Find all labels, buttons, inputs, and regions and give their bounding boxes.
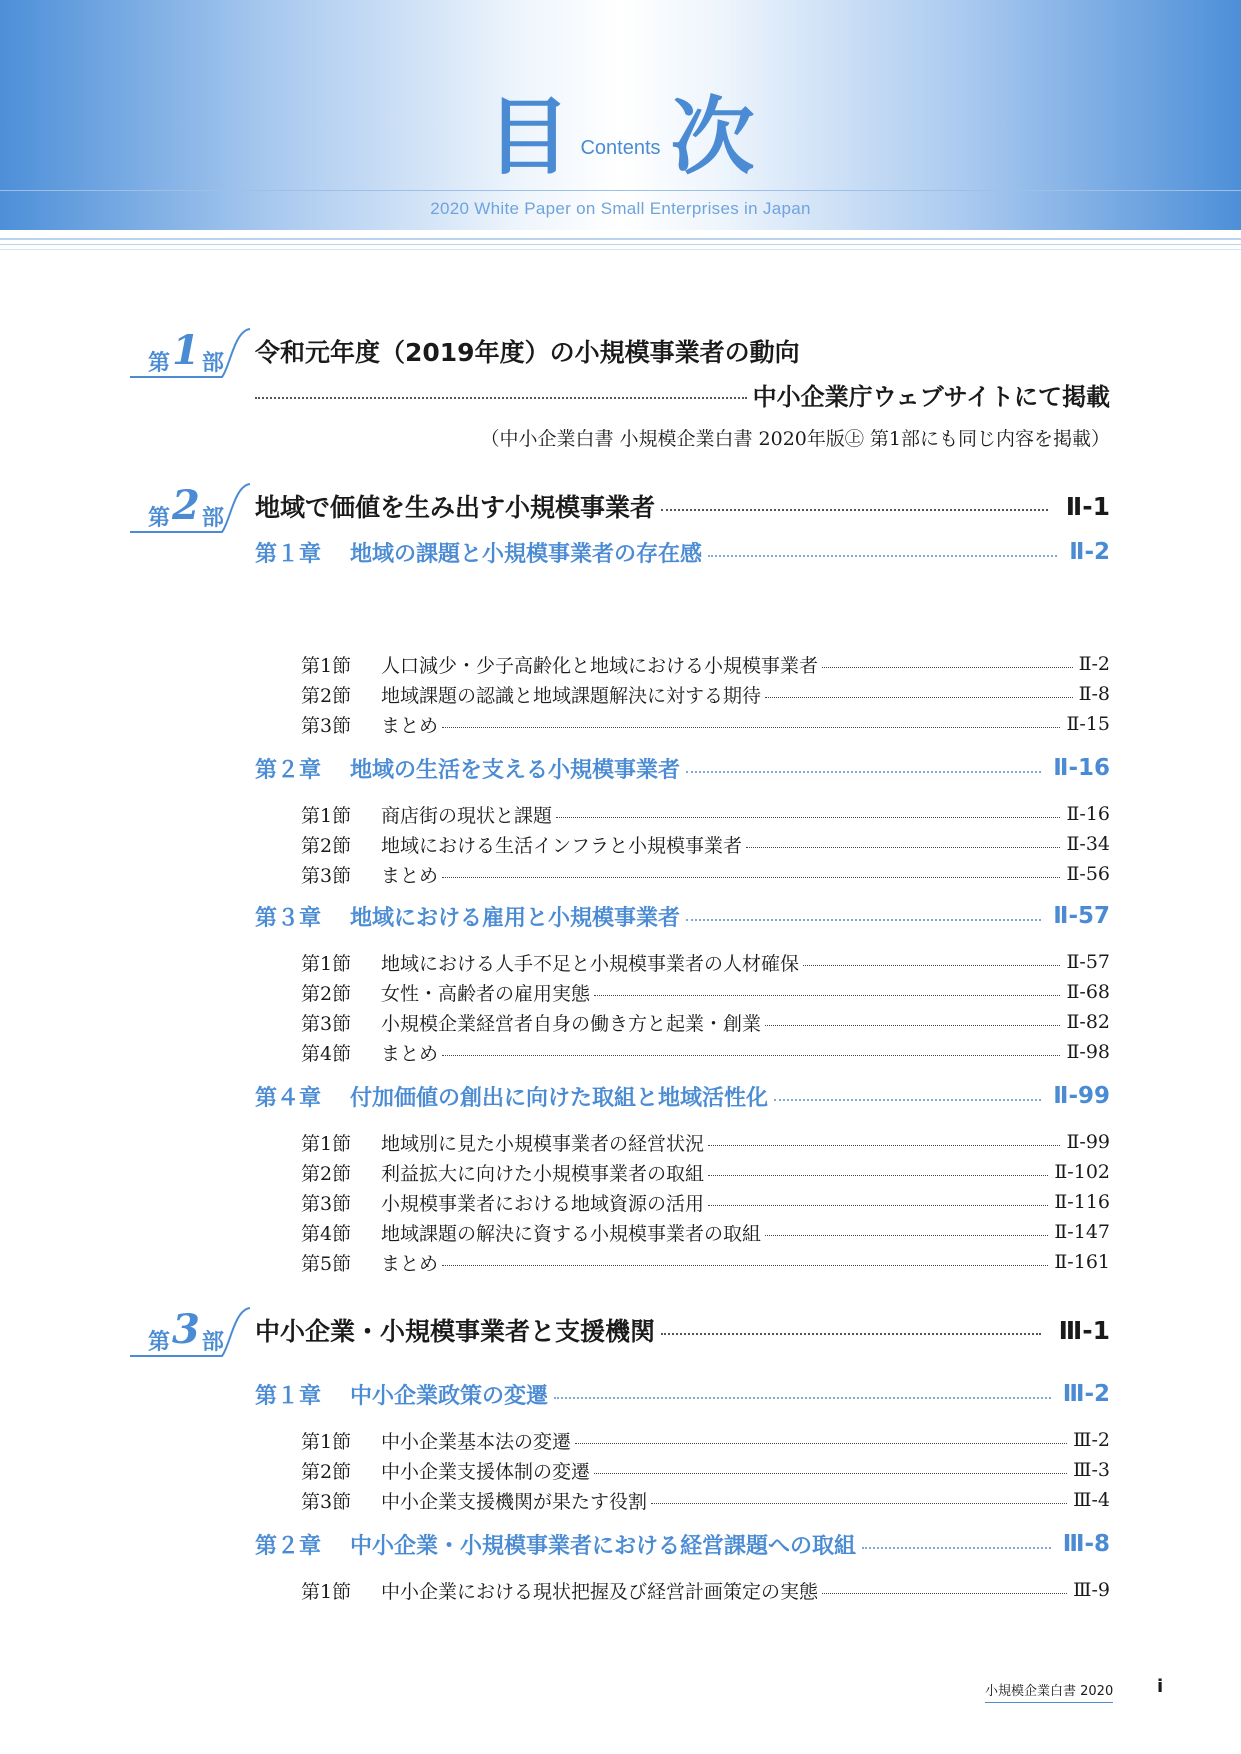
section-row[interactable]: [301, 680, 1110, 708]
chapter-title: 地域の課題と小規模事業者の存在感: [350, 541, 703, 567]
chapter-row[interactable]: [255, 536, 1110, 568]
section-row[interactable]: [301, 1218, 1110, 1246]
part-label: [148, 327, 224, 377]
section-number: 第1節: [301, 1132, 352, 1155]
section-row[interactable]: [301, 830, 1110, 858]
chapter-page: Ⅱ-2: [1069, 539, 1110, 565]
part-label-dai: 第: [148, 1330, 171, 1355]
part-label-bu: 部: [201, 1330, 224, 1355]
section-title: 中小企業における現状把握及び経営計画策定の実態: [381, 1580, 819, 1603]
leader-dots: [594, 1473, 1067, 1474]
section-title: 地域別に見た小規模事業者の経営状況: [381, 1132, 705, 1155]
chapter-page: Ⅱ-57: [1053, 903, 1110, 929]
chapter-page: Ⅲ-8: [1062, 1531, 1110, 1557]
section-row[interactable]: [301, 1456, 1110, 1484]
section-number: 第2節: [301, 982, 352, 1005]
section-title: まとめ: [381, 864, 439, 887]
leader-dots: [708, 1145, 1060, 1146]
section-row[interactable]: [301, 1248, 1110, 1276]
section-page: Ⅲ-9: [1073, 1579, 1110, 1601]
section-page: Ⅱ-82: [1066, 1011, 1110, 1033]
part-title-row[interactable]: [255, 488, 1110, 524]
part-2-heading: [130, 482, 1110, 542]
leader-dots: [651, 1503, 1067, 1504]
chapter-title: 地域における雇用と小規模事業者: [350, 905, 681, 931]
section-page: Ⅱ-15: [1066, 713, 1110, 735]
leader-dots: [594, 995, 1060, 996]
part-3-heading: [130, 1306, 1110, 1366]
part-label: [148, 1306, 224, 1356]
leader-dots: [661, 509, 1048, 511]
section-title: 地域課題の認識と地域課題解決に対する期待: [381, 684, 762, 707]
leader-dots: [708, 1175, 1048, 1176]
part-page: Ⅱ-1: [1065, 491, 1110, 521]
section-row[interactable]: [301, 1576, 1110, 1604]
chapter-title: 地域の生活を支える小規模事業者: [350, 757, 681, 783]
section-number: 第3節: [301, 1490, 352, 1513]
section-row[interactable]: [301, 650, 1110, 678]
section-title: まとめ: [381, 1252, 439, 1275]
chapter-number: 第４章: [255, 1085, 322, 1111]
chapter-page: Ⅱ-99: [1053, 1083, 1110, 1109]
section-row[interactable]: [301, 978, 1110, 1006]
section-title: 女性・高齢者の雇用実態: [381, 982, 591, 1005]
section-number: 第3節: [301, 1012, 352, 1035]
leader-dots: [686, 771, 1041, 773]
page-folio: i: [1157, 1676, 1164, 1697]
section-title: 中小企業基本法の変遷: [381, 1430, 572, 1453]
leader-dots: [556, 817, 1060, 818]
chapter-row[interactable]: [255, 900, 1110, 932]
section-title: 利益拡大に向けた小規模事業者の取組: [381, 1162, 705, 1185]
title-small-text: Contents: [580, 137, 661, 159]
section-number: 第1節: [301, 952, 352, 975]
section-number: 第1節: [301, 1580, 352, 1603]
section-number: 第5節: [301, 1252, 352, 1275]
part-number: 3: [172, 1306, 200, 1353]
title-left-char: 目: [486, 88, 571, 186]
section-page: Ⅱ-2: [1078, 653, 1110, 675]
section-title: 中小企業支援体制の変遷: [381, 1460, 591, 1483]
section-page: Ⅱ-147: [1054, 1221, 1110, 1243]
section-row[interactable]: [301, 710, 1110, 738]
title-right-char: 次: [670, 88, 755, 186]
leader-dots: [765, 1235, 1048, 1236]
section-title: 地域における人手不足と小規模事業者の人材確保: [381, 952, 800, 975]
section-page: Ⅲ-4: [1073, 1489, 1110, 1511]
section-title: 人口減少・少子高齢化と地域における小規模事業者: [381, 654, 819, 677]
section-row[interactable]: [301, 1008, 1110, 1036]
chapter-number: 第１章: [255, 541, 322, 567]
part-title-row[interactable]: [255, 333, 1110, 369]
section-number: 第3節: [301, 1192, 352, 1215]
leader-dots: [686, 919, 1041, 921]
section-number: 第2節: [301, 684, 352, 707]
section-row[interactable]: [301, 1128, 1110, 1156]
part-number: 1: [172, 327, 200, 374]
section-page: Ⅱ-102: [1054, 1161, 1110, 1183]
section-page: Ⅱ-8: [1078, 683, 1110, 705]
section-number: 第1節: [301, 804, 352, 827]
chapter-number: 第１章: [255, 1383, 322, 1409]
section-page: Ⅲ-2: [1073, 1429, 1110, 1451]
leader-dots: [661, 1333, 1041, 1335]
section-row[interactable]: [301, 1038, 1110, 1066]
footer-label: 小規模企業白書 2020: [985, 1680, 1113, 1703]
page-subtitle: 2020 White Paper on Small Enterprises in Japan: [430, 199, 811, 218]
leader-dots: [774, 1099, 1041, 1101]
part-title-row[interactable]: [255, 1312, 1110, 1348]
leader-dots: [575, 1443, 1067, 1444]
section-title: 地域における生活インフラと小規模事業者: [381, 834, 743, 857]
section-row[interactable]: [301, 1158, 1110, 1186]
leader-dots: [862, 1547, 1051, 1549]
web-note-row[interactable]: [255, 377, 1110, 411]
chapter-number: 第２章: [255, 757, 322, 783]
section-title: 地域課題の解決に資する小規模事業者の取組: [381, 1222, 762, 1245]
chapter-row[interactable]: [255, 1378, 1110, 1410]
web-note: 中小企業庁ウェブサイトにて掲載: [752, 382, 1110, 411]
chapter-row[interactable]: [255, 1080, 1110, 1112]
section-number: 第1節: [301, 654, 352, 677]
leader-dots: [765, 1025, 1060, 1026]
chapter-row[interactable]: [255, 752, 1110, 784]
part-page: Ⅲ-1: [1058, 1315, 1110, 1345]
part-1-note: （中小企業白書 小規模企業白書 2020年版㊤ 第1部にも同じ内容を掲載）: [480, 428, 1110, 450]
section-row[interactable]: [301, 1486, 1110, 1514]
section-page: Ⅱ-68: [1066, 981, 1110, 1003]
leader-dots: [822, 667, 1073, 668]
leader-dots: [765, 697, 1073, 698]
part-label: [148, 482, 224, 532]
section-row[interactable]: [301, 948, 1110, 976]
section-title: まとめ: [381, 714, 439, 737]
chapter-title: 中小企業・小規模事業者における経営課題への取組: [350, 1533, 857, 1559]
leader-dots: [442, 1055, 1060, 1056]
section-number: 第1節: [301, 1430, 352, 1453]
section-number: 第3節: [301, 864, 352, 887]
chapter-title: 付加価値の創出に向けた取組と地域活性化: [350, 1085, 769, 1111]
leader-dots: [822, 1593, 1067, 1594]
section-number: 第4節: [301, 1222, 352, 1245]
chapter-page: Ⅱ-16: [1053, 755, 1110, 781]
section-number: 第2節: [301, 834, 352, 857]
part-label-bu: 部: [201, 506, 224, 531]
section-page: Ⅱ-116: [1054, 1191, 1110, 1213]
header-stripes: [0, 228, 1241, 252]
part-title: 令和元年度（2019年度）の小規模事業者の動向: [255, 338, 800, 367]
section-row[interactable]: [301, 860, 1110, 888]
section-row[interactable]: [301, 1188, 1110, 1216]
chapter-number: 第３章: [255, 905, 322, 931]
leader-dots: [746, 847, 1060, 848]
leader-dots: [255, 397, 747, 399]
leader-dots: [708, 1205, 1048, 1206]
chapter-page: Ⅲ-2: [1062, 1381, 1110, 1407]
section-page: Ⅱ-34: [1066, 833, 1110, 855]
chapter-number: 第２章: [255, 1533, 322, 1559]
section-page: Ⅱ-99: [1066, 1131, 1110, 1153]
section-page: Ⅱ-16: [1066, 803, 1110, 825]
leader-dots: [803, 965, 1060, 966]
chapter-title: 中小企業政策の変遷: [350, 1383, 549, 1409]
section-title: まとめ: [381, 1042, 439, 1065]
page-title: [0, 70, 1241, 191]
leader-dots: [442, 1265, 1048, 1266]
section-number: 第2節: [301, 1460, 352, 1483]
part-label-dai: 第: [148, 351, 171, 376]
section-row[interactable]: [301, 1426, 1110, 1454]
section-title: 小規模事業者における地域資源の活用: [381, 1192, 705, 1215]
section-page: Ⅱ-56: [1066, 863, 1110, 885]
section-row[interactable]: [301, 800, 1110, 828]
section-number: 第2節: [301, 1162, 352, 1185]
part-label-dai: 第: [148, 506, 171, 531]
leader-dots: [442, 877, 1060, 878]
chapter-row[interactable]: [255, 1528, 1110, 1560]
part-number: 2: [172, 482, 200, 529]
part-title: 中小企業・小規模事業者と支援機関: [255, 1317, 656, 1346]
section-page: Ⅱ-161: [1054, 1251, 1110, 1273]
leader-dots: [442, 727, 1060, 728]
section-number: 第4節: [301, 1042, 352, 1065]
section-title: 商店街の現状と課題: [381, 804, 553, 827]
section-page: Ⅱ-57: [1066, 951, 1110, 973]
leader-dots: [708, 555, 1057, 557]
part-title: 地域で価値を生み出す小規模事業者: [255, 493, 656, 522]
section-number: 第3節: [301, 714, 352, 737]
section-title: 小規模企業経営者自身の働き方と起業・創業: [381, 1012, 762, 1035]
section-page: Ⅱ-98: [1066, 1041, 1110, 1063]
leader-dots: [554, 1397, 1051, 1399]
part-label-bu: 部: [201, 351, 224, 376]
section-title: 中小企業支援機関が果たす役割: [381, 1490, 648, 1513]
section-page: Ⅲ-3: [1073, 1459, 1110, 1481]
